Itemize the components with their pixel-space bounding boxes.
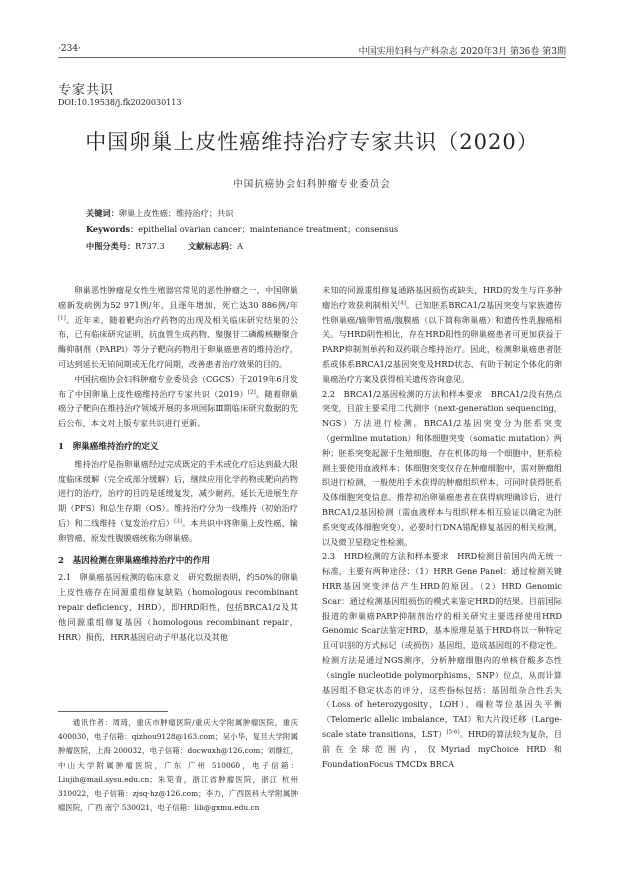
section-heading: 1 卵巢癌维持治疗的定义 xyxy=(58,441,159,452)
clc-label: 中图分类号： xyxy=(86,241,136,251)
citation: [2] xyxy=(247,388,256,395)
paragraph: 2.2 BRCA1/2基因检测的方法和样本要求 BRCA1/2没有热点突变，目前主要采用二代测序（next-generation sequencing，NGS）方法进行检测。BRCA1/2基因突变分为胚系突变（germline mutation）和体细胞突变（somatic mutation）两种；胚系突变起源于生殖细胞，存在机体的每一个细胞中，胚系检测主要使用血液样本；体细胞突变仅存在肿瘤细胞中，需对肿瘤组织进行检测，一般使用手术获得的肿瘤组织样本，可同时获得胚系及体细胞突变信息。推荐初治卵巢癌患者在获得病理确诊后，进行BRCA1/2基因检测（需血液样本与组织样本相互验证以确定为胚系突变或体细胞突变），必要时行DNA错配修复基因的相关检测，以及微卫星稳定性检测。 xyxy=(322,388,562,547)
keywords-cn-value: 卵巢上皮性癌；维持治疗；共识 xyxy=(118,208,234,218)
paragraph: 未知的同源重组修复通路基因损伤或缺失，HRD的发生与许多肿瘤治疗效获利制相关[4]。已知胚系BRCA1/2基因突变与家族遗传性卵巢癌/输卵管癌/腹膜癌（以下简称卵巢癌）和遗传性乳腺癌相关。与HRD阴性相比，存在HRD阳性的卵巢癌患者可更加获益于PARP抑制剂单药和双药联合维持治疗。因此，检测卵巢癌患者胚系或体系BRCA1/2基因突变及HRD状态，有助于制定个体化的卵巢癌治疗方案及获得相关遗传咨询意见。 xyxy=(322,285,562,384)
citation: [3] xyxy=(174,518,182,525)
paper-title: 中国卵巢上皮性癌维持治疗专家共识（2020） xyxy=(85,130,539,154)
right-column xyxy=(322,283,562,771)
authors: 中国抗癌协会妇科肿瘤专业委员会 xyxy=(233,179,391,190)
doc-code-value: A xyxy=(237,241,244,251)
footnote: 通讯作者：周琦，重庆市肿瘤医院/重庆大学附属肿瘤医院，重庆 400030，电子信箱：qizhou9128@163.com；吴小华，复旦大学附属肿瘤医院，上海 200032，电子信箱：docwuxh@126.com；刘继红，中山大学附属肿瘤医院，广东 广州 510060，电子信箱：Liujih@mail.sysu.edu.cn；朱笕青，浙江省肿瘤医院，浙江 杭州 310022，电子信箱：zjsq-hz@126.com；李力，广西医科大学附属肿瘤医院，广西 南宁 530021，电子信箱：lili@gxmu.edu.cn xyxy=(58,718,298,813)
paragraph: 2.1 卵巢癌基因检测的临床意义 研究数据表明，约50%的卵巢上皮性癌存在同源重组修复缺陷（homologous recombinant repair deficiency，HRD），即HRD阳性，包括BRCA1/2及其他同源重组修复基因（homologous recombinant repair，HRR）损伤，HRR基因启动子甲基化以及其他 xyxy=(58,572,298,642)
paragraph: 中国抗癌协会妇科肿瘤专业委员会（CGCS）于2019年6月发布了中国卵巢上皮性癌维持治疗专家共识（2019）[2]。随着卵巢癌分子靶向在维持治疗领域开展的多项国际Ⅲ期临床研究数据的先后公布，本文对上版专家共识进行更新。 xyxy=(58,373,298,429)
paragraph: 2.3 HRD检测的方法和样本要求 HRD检测目前国内尚无统一标准，主要有两种途径：（1）HRR Gene Panel：通过检测关键HRR基因突变评估产生HRD的原因。（2）HRD Genomic Scar：通过检测基因组损伤的模式来鉴定HRD的结果。目前国际报道的卵巢癌PARP抑制剂治疗的相关研究主要选择使用HRD Genomic Scar法鉴定HRD，基本原理是基于HRD将以一种特定且可识别的方式标记（或损伤）基因组，造成基因组的不稳定性。检测方法是通过NGS测序，分析肿瘤细胞内的单核苷酸多态性（single nucleotide polymorphisms，SNP）位点，从而计算基因组不稳定状态的评分，这些指标包括：基因组杂合性丢失（Loss of heterozygosity，LOH）、端粒等位基因失平衡（Telomeric allelic imbalance，TAI）和大片段迁移（Large-scale state transitions，LST）[5-6]。HRD的算法较为复杂，目前在全球范围内，仅Myriad myChoice HRD 和FoundationFocus TMCDx BRCA xyxy=(322,551,562,769)
page-number: ·234· xyxy=(58,44,81,54)
keywords-en xyxy=(86,224,526,235)
keywords-en-value: epithelial ovarian cancer；maintenance treatment；consensus xyxy=(138,224,399,234)
keywords-en-label: Keywords： xyxy=(86,224,139,234)
footnote-rule xyxy=(58,711,168,712)
header-rule xyxy=(58,57,566,58)
journal-header: 中国实用妇科与产科杂志 2020年3月 第36卷 第3期 xyxy=(358,47,566,57)
section-heading: 2 基因检测在卵巢癌维持治疗中的作用 xyxy=(58,555,211,566)
left-column xyxy=(58,283,298,644)
clc-value: R737.3 xyxy=(135,241,165,251)
keywords-cn xyxy=(86,208,526,219)
classification-row xyxy=(86,241,526,252)
citation: [5-6] xyxy=(446,729,460,736)
paragraph: 维持治疗是指卵巢癌经过完成既定的手术或化疗后达到最大限度临床缓解（完全或部分缓解）后，继续应用化学药物或靶向药物进行的治疗，治疗的目的是延缓复发，减少耐药，延长无进展生存期（PFS）和总生存期（OS）。维持治疗分为一线维持（初始治疗后）和二线维持（复发治疗后）[3]。本共识中将卵巢上皮性癌、输卵管癌、原发性腹膜癌统称为卵巢癌。 xyxy=(58,458,298,543)
section-label: 专家共识 xyxy=(58,83,115,98)
keywords-cn-label: 关键词： xyxy=(86,208,119,218)
citation: [1] xyxy=(58,314,66,321)
citation: [4] xyxy=(398,300,406,307)
doi: DOI:10.19538/j.fk2020030113 xyxy=(58,98,182,107)
paragraph: 卵巢恶性肿瘤是女性生殖器官常见的恶性肿瘤之一，中国卵巢癌新发病例为52 971例/年，且逐年增加，死亡达30 886例/年[1]。近年来，随着靶向治疗药物的出现及相关临床研究结果的公布，已有临床研究证明，抗血管生成药物、聚腺苷二磷酸核糖聚合酶抑制剂（PARPi）等分子靶向药物用于卵巢癌患者的维持治疗，可达到延长无铂间期或无化疗间期，改善患者治疗效果的目的。 xyxy=(58,285,298,369)
doc-code-label: 文献标志码： xyxy=(187,241,238,251)
